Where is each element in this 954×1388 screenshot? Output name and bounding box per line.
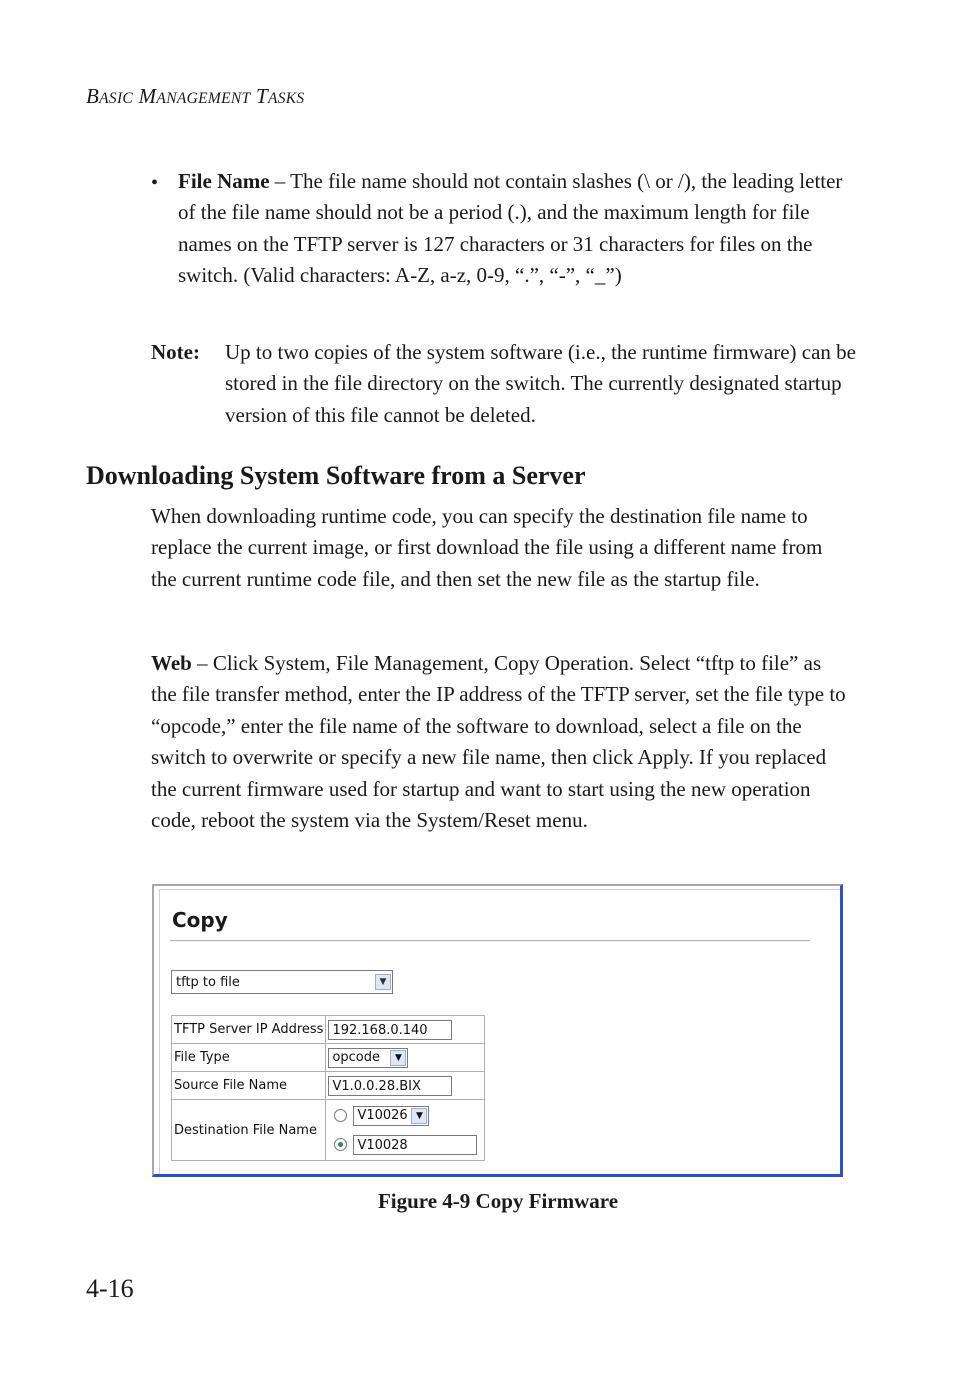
table-row xyxy=(172,1072,485,1100)
file-type-cell xyxy=(326,1044,485,1072)
running-head-b: B xyxy=(86,84,100,108)
copy-panel xyxy=(159,889,840,1174)
file-type-label: File Type xyxy=(172,1044,326,1072)
bullet-file-name xyxy=(178,166,858,292)
file-type-select[interactable] xyxy=(328,1048,408,1068)
table-row xyxy=(172,1016,485,1044)
web-instructions: – Click System, File Management, Copy Operation. Select “tftp to file” as the file transfer method, enter the IP address of the TFTP server, set the file type to “opcode,” enter the file name of the software to download, select a file on the switch to overwrite or specify a new file name, then click Apply. If you replaced the current firmware used for startup and want to start using the new operation code, reboot the system via the System/Reset menu. xyxy=(151,651,846,833)
bullet-text: – The file name should not contain slashes (\ or /), the leading letter of the file name should not be a period (.), and the maximum length for file names on the TFTP server is 127 characters or 31 characters for files on the switch. (Valid characters: A-Z, a-z, 0-9, “.”, “-”, “_”) xyxy=(178,169,843,288)
transfer-method-value: tftp to file xyxy=(176,975,240,990)
source-file-cell xyxy=(326,1072,485,1100)
source-file-input[interactable]: V1.0.0.28.BIX xyxy=(328,1076,452,1096)
dest-existing-select[interactable] xyxy=(353,1106,429,1126)
page-number: 4-16 xyxy=(86,1274,134,1303)
dest-existing-value: V10026 xyxy=(357,1107,408,1123)
running-head-asic: ASIC xyxy=(99,90,134,107)
copy-form-table xyxy=(171,1015,485,1161)
section-heading: Downloading System Software from a Server xyxy=(86,461,586,490)
file-type-value: opcode xyxy=(332,1049,381,1065)
dest-new-row xyxy=(328,1130,482,1159)
title-divider xyxy=(170,940,810,942)
running-head-t: T xyxy=(255,84,268,108)
dest-new-input[interactable]: V10028 xyxy=(353,1135,477,1155)
server-ip-cell xyxy=(326,1016,485,1044)
dest-new-radio[interactable] xyxy=(334,1138,347,1151)
destination-file-cell xyxy=(326,1100,485,1161)
table-row xyxy=(172,1100,485,1161)
source-file-label: Source File Name xyxy=(172,1072,326,1100)
server-ip-label: TFTP Server IP Address xyxy=(172,1016,326,1044)
figure-caption: Figure 4-9 Copy Firmware xyxy=(377,1189,619,1213)
copy-title: Copy xyxy=(172,908,228,932)
dest-existing-row xyxy=(328,1101,482,1130)
note-label: Note: xyxy=(151,340,200,364)
running-head-anagement: ANAGEMENT xyxy=(156,90,251,107)
body-paragraph-2 xyxy=(151,648,851,836)
web-term: Web xyxy=(151,651,192,675)
running-head xyxy=(86,84,304,109)
transfer-method-select[interactable] xyxy=(171,970,393,994)
table-row xyxy=(172,1044,485,1072)
bullet-marker: • xyxy=(151,172,159,194)
server-ip-input[interactable]: 192.168.0.140 xyxy=(328,1020,452,1040)
destination-file-label: Destination File Name xyxy=(172,1100,326,1161)
running-head-asks: ASKS xyxy=(267,90,305,107)
chevron-down-icon: ▼ xyxy=(411,1108,427,1124)
chevron-down-icon: ▼ xyxy=(375,974,391,990)
bullet-term: File Name xyxy=(178,169,270,193)
running-head-m: M xyxy=(138,84,157,108)
copy-screenshot xyxy=(152,884,843,1177)
note-text: Up to two copies of the system software (i.e., the runtime firmware) can be stored in the file directory on the switch. The currently designated startup version of this file cannot be deleted. xyxy=(225,340,856,427)
body-paragraph-1: When downloading runtime code, you can specify the destination file name to replace the current image, or first download the file using a different name from the current runtime code file, and then set the new file as the startup file. xyxy=(151,504,823,591)
dest-existing-radio[interactable] xyxy=(334,1109,347,1122)
chevron-down-icon: ▼ xyxy=(390,1050,406,1066)
